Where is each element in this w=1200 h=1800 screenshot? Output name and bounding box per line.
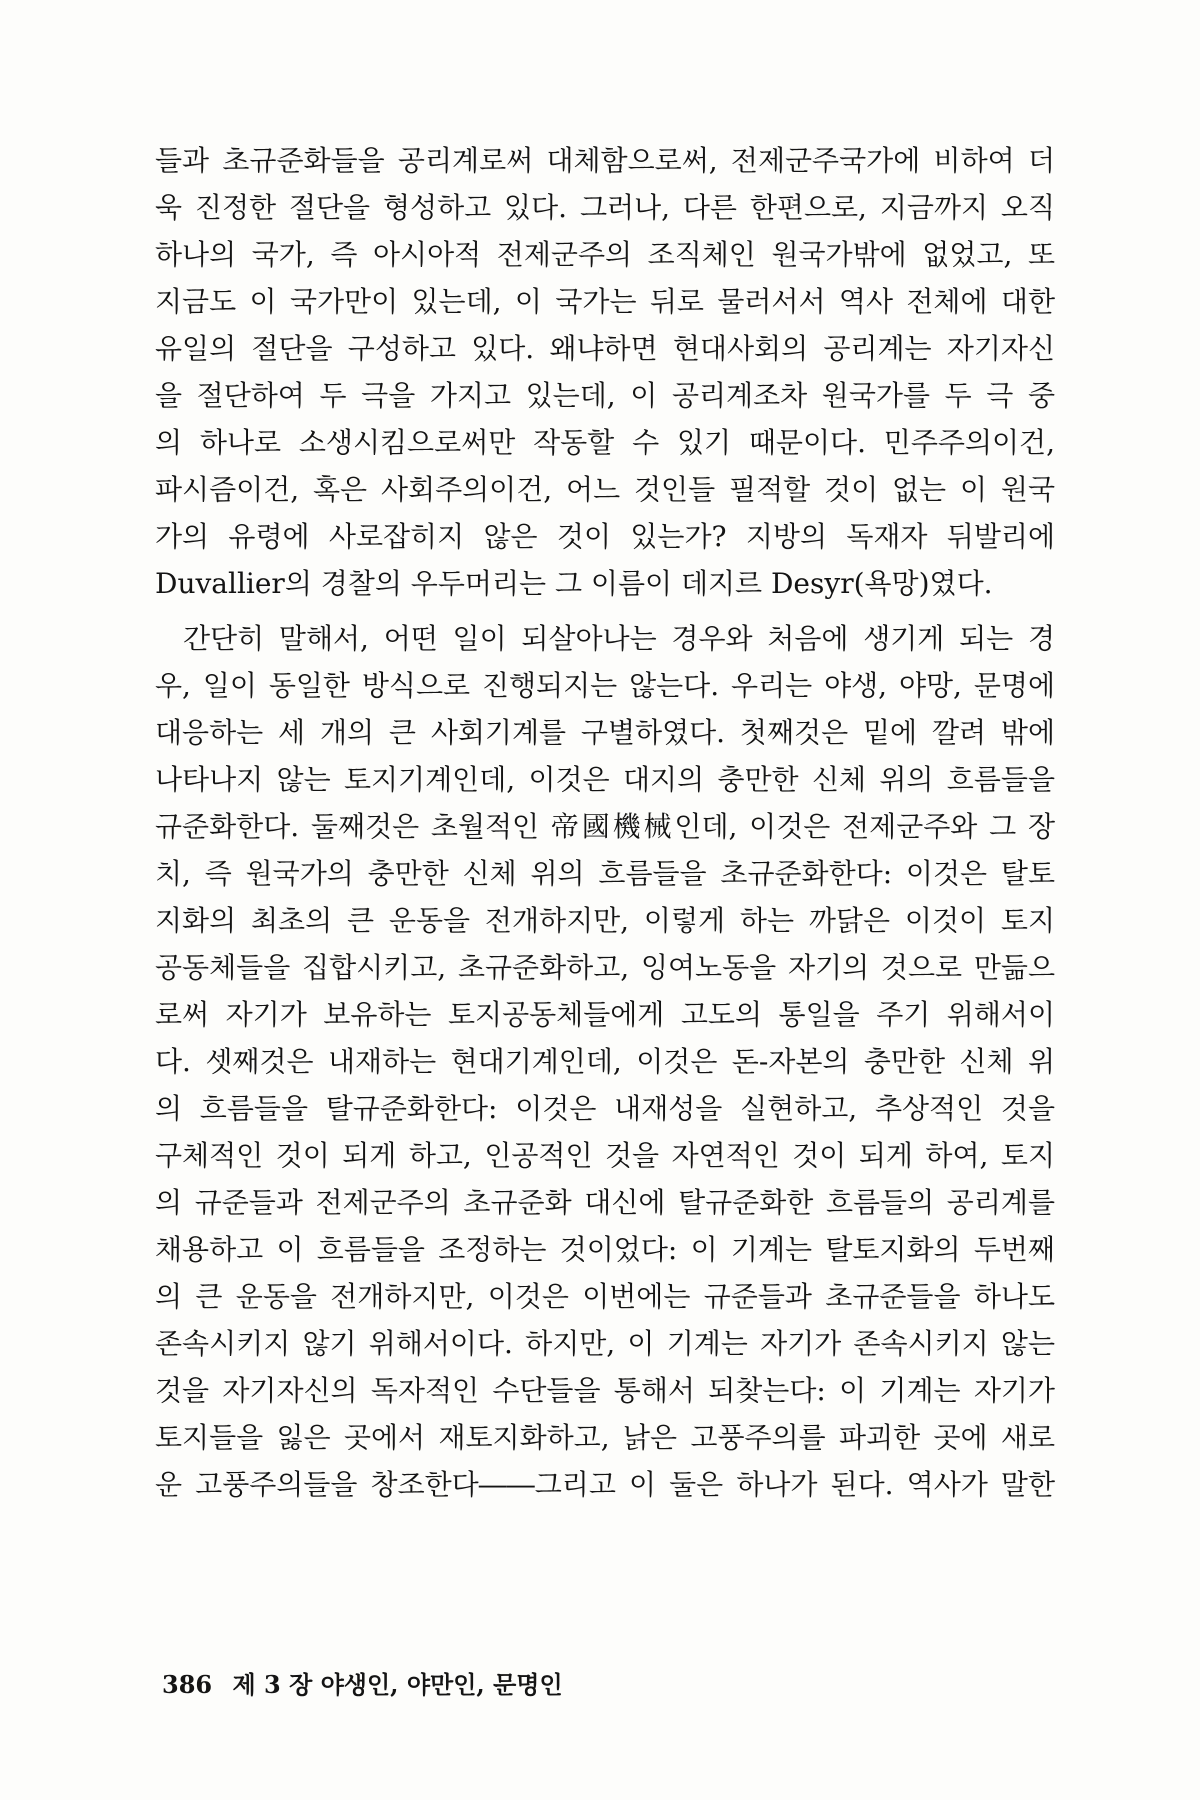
text-line: 욱 진정한 절단을 형성하고 있다. 그러나, 다른 한편으로, 지금까지 오직	[155, 191, 1055, 224]
text-line: 로써 자기가 보유하는 토지공동체들에게 고도의 통일을 주기 위해서이	[155, 998, 1055, 1031]
text-line: 치, 즉 원국가의 충만한 신체 위의 흐름들을 초규준화한다: 이것은 탈토	[155, 857, 1055, 890]
chapter-title: 제 3 장 야생인, 야만인, 문명인	[232, 1670, 563, 1699]
text-line: 대응하는 세 개의 큰 사회기계를 구별하였다. 첫째것은 밑에 깔려 밖에	[155, 716, 1055, 749]
text-line: 지금도 이 국가만이 있는데, 이 국가는 뒤로 물러서서 역사 전체에 대한	[155, 285, 1055, 318]
text-line: 들과 초규준화들을 공리계로써 대체함으로써, 전제군주국가에 비하여 더	[155, 144, 1055, 177]
text-line: 다. 셋째것은 내재하는 현대기계인데, 이것은 돈-자본의 충만한 신체 위	[155, 1045, 1055, 1078]
text-line: 간단히 말해서, 어떤 일이 되살아나는 경우와 처음에 생기게 되는 경	[183, 622, 1055, 655]
text-line: 지화의 최초의 큰 운동을 전개하지만, 이렇게 하는 까닭은 이것이 토지	[155, 904, 1055, 937]
text-line: 파시즘이건, 혹은 사회주의이건, 어느 것인들 필적할 것이 없는 이 원국	[155, 473, 1055, 506]
text-line: 을 절단하여 두 극을 가지고 있는데, 이 공리계조차 원국가를 두 극 중	[155, 379, 1055, 412]
text-line: 운 고풍주의들을 창조한다――그리고 이 둘은 하나가 된다. 역사가 말한	[155, 1468, 1055, 1501]
text-line: 구체적인 것이 되게 하고, 인공적인 것을 자연적인 것이 되게 하여, 토지	[155, 1139, 1055, 1172]
text-line: 토지들을 잃은 곳에서 재토지화하고, 낡은 고풍주의를 파괴한 곳에 새로	[155, 1421, 1055, 1454]
text-line: 의 큰 운동을 전개하지만, 이것은 이번에는 규준들과 초규준들을 하나도	[155, 1280, 1055, 1313]
text-line: 하나의 국가, 즉 아시아적 전제군주의 조직체인 원국가밖에 없었고, 또	[155, 238, 1055, 271]
text-line: 우, 일이 동일한 방식으로 진행되지는 않는다. 우리는 야생, 야망, 문명에	[155, 669, 1055, 702]
paragraph-2	[155, 615, 1055, 1508]
paragraph-spacer	[155, 607, 1055, 615]
text-line: 의 하나로 소생시킴으로써만 작동할 수 있기 때문이다. 민주주의이건,	[155, 426, 1055, 459]
body-text	[155, 137, 1055, 1508]
text-line: 공동체들을 집합시키고, 초규준화하고, 잉여노동을 자기의 것으로 만듦으	[155, 951, 1055, 984]
page-number: 386	[162, 1670, 213, 1699]
text-line: 가의 유령에 사로잡히지 않은 것이 있는가? 지방의 독재자 뒤발리에	[155, 520, 1055, 553]
text-line: 채용하고 이 흐름들을 조정하는 것이었다: 이 기계는 탈토지화의 두번째	[155, 1233, 1055, 1266]
text-line: 것을 자기자신의 독자적인 수단들을 통해서 되찾는다: 이 기계는 자기가	[155, 1374, 1055, 1407]
running-footer	[162, 1665, 563, 1700]
text-line: 의 흐름들을 탈규준화한다: 이것은 내재성을 실현하고, 추상적인 것을	[155, 1092, 1055, 1125]
text-line: 유일의 절단을 구성하고 있다. 왜냐하면 현대사회의 공리계는 자기자신	[155, 332, 1055, 365]
text-line: Duvallier의 경찰의 우두머리는 그 이름이 데지르 Desyr(욕망)였다.	[155, 567, 993, 600]
text-line: 나타나지 않는 토지기계인데, 이것은 대지의 충만한 신체 위의 흐름들을	[155, 763, 1055, 796]
text-line: 존속시키지 않기 위해서이다. 하지만, 이 기계는 자기가 존속시키지 않는	[155, 1327, 1055, 1360]
paragraph-1	[155, 137, 1055, 607]
text-line: 의 규준들과 전제군주의 초규준화 대신에 탈규준화한 흐름들의 공리계를	[155, 1186, 1055, 1219]
text-line: 규준화한다. 둘째것은 초월적인 帝國機械인데, 이것은 전제군주와 그 장	[155, 810, 1055, 843]
